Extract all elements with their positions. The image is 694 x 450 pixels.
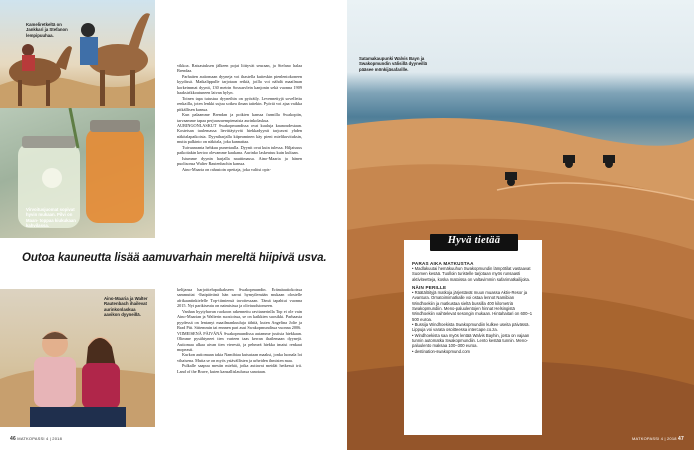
drinks-caption: Virvoitusjuomat sopivat hyvin mukaan. Pilvi on Maan- toppaa kiukukaan kahvilassa. [26, 207, 76, 228]
paragraph: Kurkon autiomaan takia Namibiaa kutsutaan maaksi, jonka luonala loi vihaisena. Mutta se on myös ystävällisten ja urheiden ihmisten maa. [177, 352, 302, 363]
info-body: • Madlakuutai hemäkuuhun Swakopmundin lämpötilat vastaavat Suomen kesää. Tuolloin turistelle tarjotaan myös runsaasti aktiviteetteja, koska matoissa on valtavimmin safarimatkailijoita. [412, 266, 531, 282]
info-badge [430, 234, 518, 251]
couple-caption: Aino-Maaria ja Walter Rautenbach ihailevat aurinkonlaskua aavikon dyyneillä. [104, 296, 148, 317]
page-folio-right [632, 436, 684, 442]
pull-quote: Outoa kauneutta lisää aamuvarhain mereltä hiipivä usva. [22, 252, 327, 264]
page-folio-left [10, 436, 62, 442]
article-column-bottom [177, 287, 302, 374]
paragraph: Kun palaamme Brendan ja poikien kanssa farmilla Swakopiin, tarvaamme tapaa perjuusruempienaisia aurinkolaskua. [177, 112, 302, 123]
info-heading: PARAS AIKA MATKUSTAA [412, 261, 474, 266]
paragraph: Vanhan hyytyhavan ruokoon rakennettu ravitanerinlla Top ei ole vain Aino-Maarian ja Walterin suosioissa, se on kaikkien suosikki. Parhaasta pyydessä on lentanyt maailmankuuluja tähtiä, kuten Angelina Jolie ja Brad Pitt. Sittemmin tai ennnen pari asui Swakopmundissa vuonna 2006. [177, 308, 302, 331]
magazine-name: MATKOPASSI 4 | 2018 [632, 436, 677, 441]
camel-photo [0, 0, 155, 108]
page-number: 46 [10, 436, 16, 442]
dune-caption: Satamakaupunki Walvis Bayn ja Swakopmundin välisillä dyyneillä pääsee mönkijäsafarille. [359, 56, 428, 72]
paragraph: Parhaiten autiomaan dyyneja voi ihastella kuiteskin pienlentokoneen kyydissä. Matkalippulle tarjotaan retkiä, joilla voi nähdä maailman korkeimmat dyynit, 130 metrin Sossusvlein kanjonin sekä vuonna 1909 haaksirikkoutuneen laivan hylyn. [177, 73, 302, 96]
paragraph: Toinen tapa tutustua dyyneihin on pyöräily. Levennettyjä sovellettu renkailla, joten lenkki sujuu sotkea ilman taitekin. Pyöriä voi ajaa vaikka pitkällisen kanssa. [177, 95, 302, 112]
paragraph: Aino-Maaria on rahastoin opettaja, joka valitsi opis- [182, 166, 271, 172]
info-heading: NÄIN PERILLE [412, 285, 447, 291]
camel-caption: Kameliretkeltä on Jankkari ja Stefanon lempipuuhaa. [26, 22, 68, 38]
paragraph: Istumme dyynin harjalla nauttimassa. Aino-Maaria ja hänen puolisonsa Walter Rautenbachin kanssa. [177, 155, 302, 167]
info-box [404, 235, 542, 435]
article-column-top [177, 63, 302, 172]
paragraph: vikkoa. Ratsastuksen jälkeen pojat liittyvät seuraan, ja Stefano halaa Brendaa. [177, 63, 302, 74]
magazine-name: MATKOPASSI 4 | 2018 [17, 436, 62, 441]
paragraph: kelijansa harjoittelupaikakseen Swakopmundin. Erämäautiokoissa sammuttat -lhaipäivänä hän sarrui hymyilemään mukaan olostelle afrikaantinkielelle Top-tiimiensä tavoitessaan. Tämä tapahtui vuonna 2015. Nyt parikiseutu on naimisissa ja oliviuudstonseen. [177, 287, 302, 309]
info-title: Hyvä tietää [447, 235, 501, 246]
paragraph: Pulkalle saapuu mestin miehiä, jotka auttavat meidät hetkessä irti. Land of the Brave, kuten kansallislaulussa sanotaan. [177, 363, 302, 374]
paragraph: AURINGONLASKUT Swakopmundissa ovat kuuluja kaunoudestaan. Kosteisan tuulemassa lievittäytyvät hiekkadyynit tarjoavat yhden näköalapaikoista. Dyyniharjalla kiipeaminen käy pieni mielikuvituksin, mutta palkinto on näköala, joka kannattaa. [177, 122, 302, 145]
page-number: 47 [678, 436, 684, 442]
camel-illustration [0, 0, 155, 108]
right-page [347, 0, 694, 450]
info-body: • Räätälöityjä matkoja järjestävät muun muassa Aktiv-Resor ja Avantura. Ornatoimimatkalle voi ostaa lennot Namibian Windhoekiin ja matkustaa sieltä bussilla 400 kilometriä Swakopmundiin. Meno-paluulentojen hinnat Helsingistä Windhoekiin vaihtelevat sesongin mukaan. Hintahaitari on 600–1 500 euroa. • Bussija Windhoekista Swakopmundiin kulkee useita päivässä. Lippuja voi varata osoitteessa intercape.co.za. • Windhoekista saa myös lentää Walvis Bayhin, josta on vajaan tunnin automatka Swakopmundiin. Lento kestää tunnin. Meno-paluulento maksaa 100–300 euroa. • destination-swakopmund.com [412, 290, 533, 354]
paragraph: Tuivaanranta hehkuu punertaulla. Dyynit ovat kuin tulessa. Hiljaisuus paikoitakin kertoo olevamme kaukana. Aurinko laskeutuu kuin kultaan. [177, 144, 302, 156]
paragraph: VIIMEISENÄ PÄIVÄNÄ Swakopmundissa autamme justisia hiekkaan. Olimme pysähtyneet tien varteen taas kerran ihailemaan dyynejä. Autiomaa alkaa aivan tien vierestä, ja pehmeä hiekka imaisi renkaat mopeasti. [177, 330, 302, 352]
